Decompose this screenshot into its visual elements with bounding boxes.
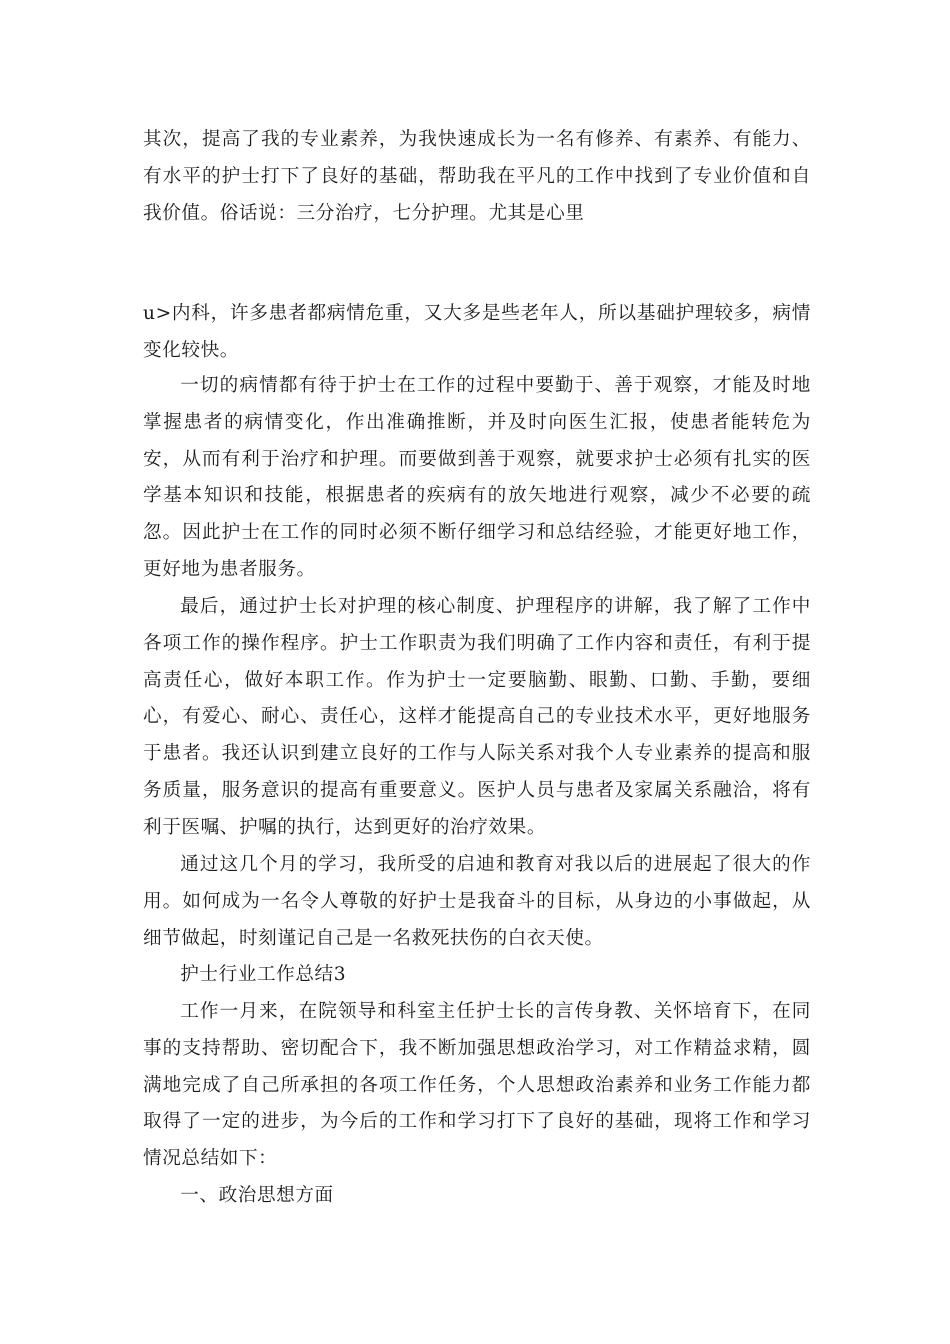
paragraph-internal-medicine: u>内科，许多患者都病情危重，又大多是些老年人，所以基础护理较多，病情变化较快。 bbox=[143, 303, 811, 361]
paragraph-first-month: 工作一月来，在院领导和科室主任护士长的言传身教、关怀培育下，在同事的支持帮助、密切配合下，我不断加强思想政治学习，对工作精益求精，圆满地完成了自己所承担的各项工作任务，个人思想政治素养和业务工作能力都取得了一定的进步，为今后的工作和学习打下了良好的基础，现将工作和学习情况总结如下： bbox=[143, 1001, 811, 1170]
paragraph-observation: 一切的病情都有待于护士在工作的过程中要勤于、善于观察，才能及时地掌握患者的病情变化，作出准确推断，并及时向医生汇报，使患者能转危为安，从而有利于治疗和护理。而要做到善于观察，就要求护士必须有扎实的医学基本知识和技能，根据患者的疾病有的放矢地进行观察，减少不必要的疏忽。因此护士在工作的同时必须不断仔细学习和总结经验，才能更好地工作，更好地为患者服务。 bbox=[143, 375, 811, 580]
section-heading-political-thought: 一、政治思想方面 bbox=[180, 1185, 334, 1206]
paragraph-procedures: 最后，通过护士长对护理的核心制度、护理程序的讲解，我了解了工作中各项工作的操作程序。护士工作职责为我们明确了工作内容和责任，有利于提高责任心，做好本职工作。作为护士一定要脑勤、眼勤、口勤、手勤，要细心，有爱心、耐心、责任心，这样才能提高自己的专业技术水平，更好地服务于患者。我还认识到建立良好的工作与人际关系对我个人专业素养的提高和服务质量，服务意识的提高有重要意义。医护人员与患者及家属关系融洽，将有利于医嘱、护嘱的执行，达到更好的治疗效果。 bbox=[143, 596, 811, 838]
paragraph-professional-quality: 其次，提高了我的专业素养，为我快速成长为一名有修养、有素养、有能力、有水平的护士打下了良好的基础，帮助我在平凡的工作中找到了专业价值和自我价值。俗话说：三分治疗，七分护理。尤其是心里 bbox=[143, 129, 811, 224]
section-heading-summary-3: 护士行业工作总结3 bbox=[180, 964, 347, 985]
paragraph-learning-reflection: 通过这几个月的学习，我所受的启迪和教育对我以后的进展起了很大的作用。如何成为一名令人尊敬的好护士是我奋斗的目标，从身边的小事做起，从细节做起，时刻谨记自己是一名救死扶伤的白衣天使。 bbox=[143, 854, 811, 949]
